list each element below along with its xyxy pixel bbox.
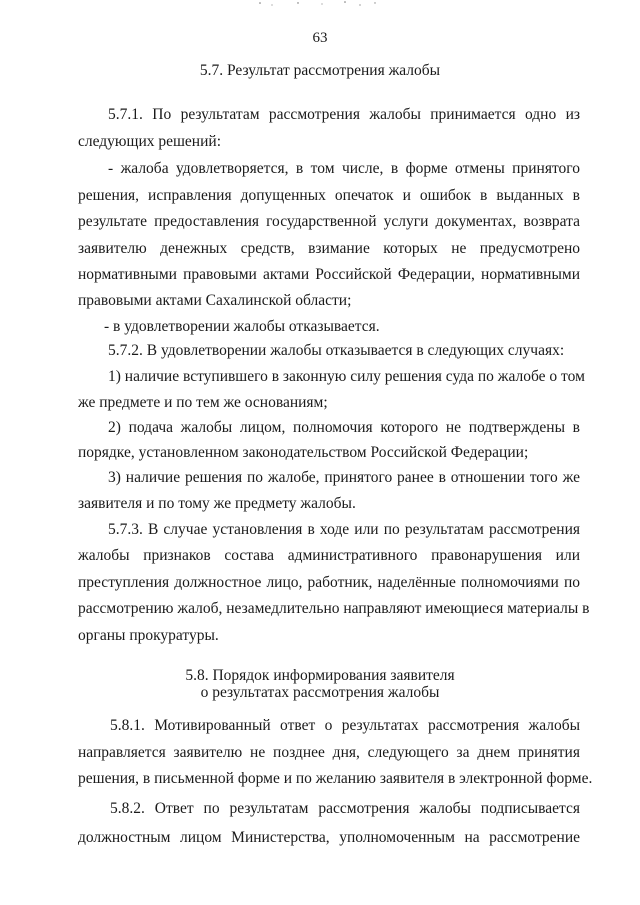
section-heading-5-8-line1: 5.8. Порядок информирования заявителя bbox=[185, 667, 455, 684]
list-item-line: нормативными правовыми актами Российской Федерации, нормативными bbox=[78, 266, 580, 283]
list-item-line: правовыми актами Сахалинской области; bbox=[78, 292, 352, 309]
paragraph-line: должностным лицом Министерства, уполномоченным на рассмотрение bbox=[78, 829, 580, 846]
list-item-line: - жалоба удовлетворяется, в том числе, в форме отмены принятого bbox=[108, 160, 580, 177]
list-item-line: результате предоставления государственной услуги документах, возврата bbox=[78, 213, 580, 230]
paragraph-line: 5.7.2. В удовлетворении жалобы отказывается в следующих случаях: bbox=[108, 342, 565, 359]
paragraph-line: жалобы признаков состава административного правонарушения или bbox=[78, 547, 580, 564]
list-item-line: 1) наличие вступившего в законную силу решения суда по жалобе о том bbox=[108, 368, 585, 385]
list-item-line: заявителю денежных средств, взимание которых не предусмотрено bbox=[78, 240, 580, 257]
paragraph-line: органы прокуратуры. bbox=[78, 627, 219, 644]
paragraph-line: 5.8.2. Ответ по результатам рассмотрения жалобы подписывается bbox=[110, 800, 580, 817]
section-heading-5-7: 5.7. Результат рассмотрения жалобы bbox=[199, 62, 441, 79]
paragraph-line: 5.8.1. Мотивированный ответ о результатах рассмотрения жалобы bbox=[110, 717, 580, 734]
paragraph-line: 5.7.1. По результатам рассмотрения жалобы принимается одно из bbox=[108, 106, 580, 123]
list-item-line: 2) подача жалобы лицом, полномочия которого не подтверждены в bbox=[108, 419, 580, 436]
page-number: 63 bbox=[312, 30, 328, 46]
paragraph-line: рассмотрению жалоб, незамедлительно направляют имеющиеся материалы в bbox=[78, 600, 590, 617]
scan-specks bbox=[250, 0, 400, 10]
list-item-line: 3) наличие решения по жалобе, принятого ранее в отношении того же bbox=[108, 469, 580, 486]
list-item-line: решения, исправления допущенных опечаток и ошибок в выданных в bbox=[78, 187, 580, 204]
paragraph-line: следующих решений: bbox=[78, 133, 221, 150]
list-item-line: же предмете и по тем же основаниям; bbox=[78, 394, 328, 411]
paragraph-line: 5.7.3. В случае установления в ходе или по результатам рассмотрения bbox=[108, 521, 580, 538]
paragraph-line: направляется заявителю не позднее дня, следующего за днем принятия bbox=[78, 744, 580, 761]
list-item-line: - в удовлетворении жалобы отказывается. bbox=[104, 318, 380, 335]
section-heading-5-8-line2: о результатах рассмотрения жалобы bbox=[200, 684, 440, 701]
paragraph-line: решения, в письменной форме и по желанию заявителя в электронной форме. bbox=[78, 770, 593, 787]
paragraph-line: преступления должностное лицо, работник, наделённые полномочиями по bbox=[78, 574, 580, 591]
list-item-line: заявителя и по тому же предмету жалобы. bbox=[78, 495, 356, 512]
list-item-line: порядке, установленном законодательством Российской Федерации; bbox=[78, 444, 529, 461]
